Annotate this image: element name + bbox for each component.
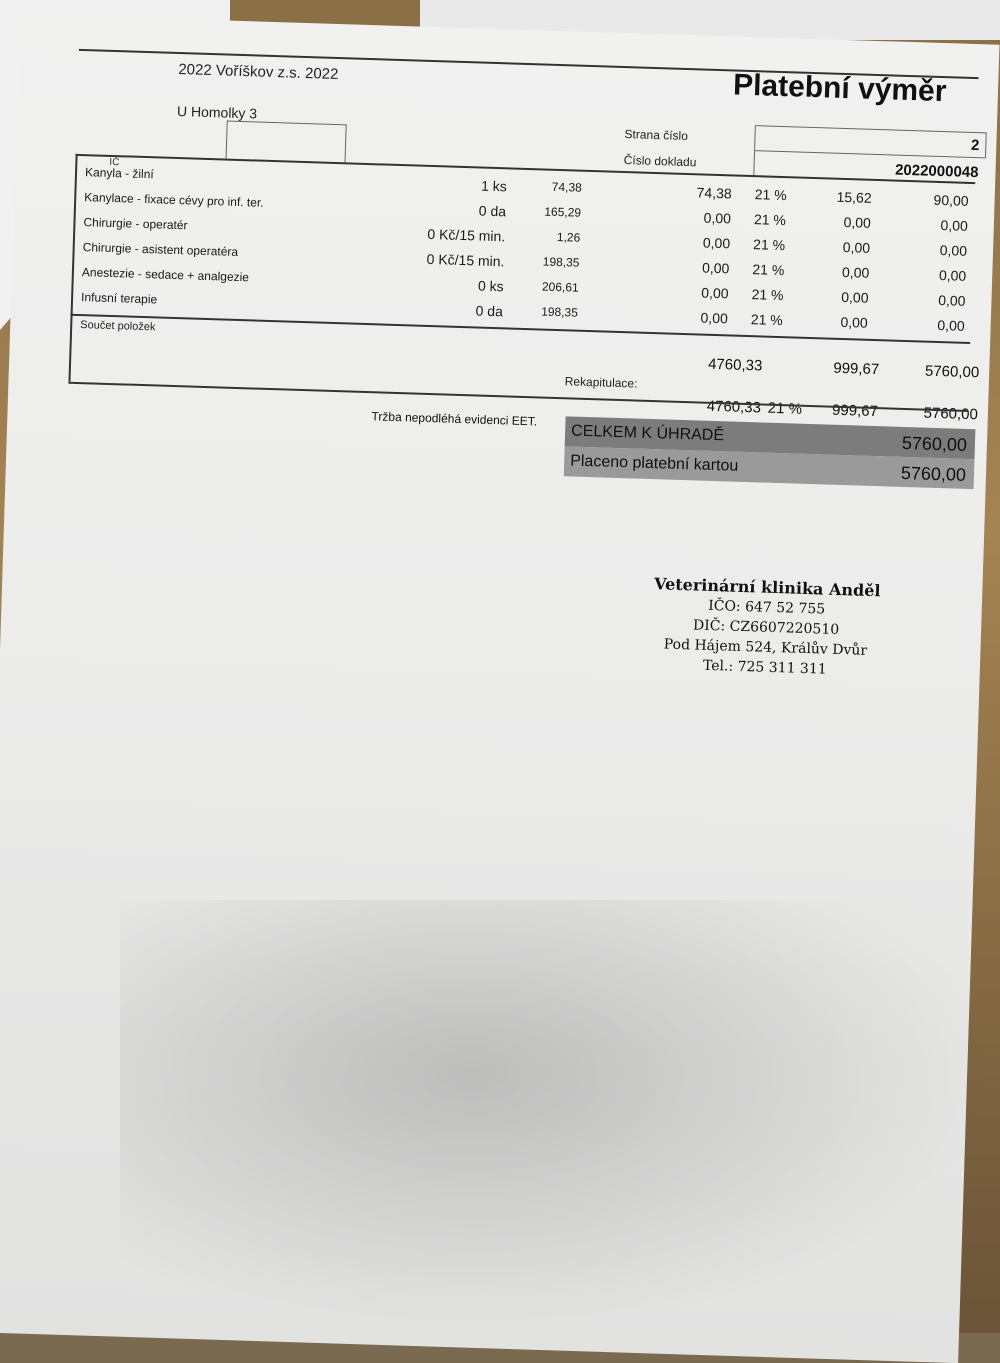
summary-tax: 999,67 (833, 359, 880, 379)
ic-label: IČ (109, 156, 120, 169)
item-name: Anestezie - sedace + analgezie (81, 265, 250, 285)
recap-bottom-rule (68, 382, 968, 412)
clinic-ico: IČO: 647 52 755 (707, 597, 826, 618)
item-name: Kanylace - fixace cévy pro inf. ter. (84, 190, 264, 210)
item-qty: 0 da (478, 202, 507, 220)
item-price: 198,35 (542, 254, 580, 270)
item-name: Chirurgie - asistent operatéra (82, 240, 239, 259)
item-qty: 0 Kč/15 min. (427, 225, 506, 245)
item-tax: 0,00 (841, 288, 869, 306)
customer-address: U Homolky 3 (176, 102, 258, 122)
item-base: 0,00 (700, 309, 729, 327)
item-base: 74,38 (696, 184, 732, 202)
document-number-value: 2022000048 (894, 161, 979, 182)
item-vat: 21 % (754, 186, 787, 204)
organization-name: 2022 Voříškov z.s. 2022 (178, 61, 339, 84)
recap-tax: 999,67 (831, 401, 879, 421)
item-tax: 15,62 (836, 188, 872, 206)
payment-box (564, 416, 976, 489)
document-title: Platební výměr (732, 68, 947, 109)
recap-vat: 21 % (767, 399, 803, 418)
item-total: 0,00 (940, 217, 969, 234)
card-payment-label: Placeno platební kartou (569, 452, 739, 475)
item-price: 165,29 (544, 204, 582, 220)
page-number-value: 2 (970, 136, 980, 155)
items-table (73, 162, 977, 340)
item-price: 198,35 (540, 304, 579, 320)
eet-note: Tržba nepodléhá evidenci EET. (371, 409, 538, 429)
summary-total: 5760,00 (924, 362, 980, 382)
item-name: Kanyla - žilní (84, 165, 154, 182)
item-name: Chirurgie - operatér (83, 215, 188, 233)
item-total: 0,00 (937, 291, 966, 309)
clinic-dic: DIČ: CZ6607220510 (692, 617, 840, 639)
clinic-address: Pod Hájem 524, Králův Dvůr (663, 636, 868, 659)
clinic-stamp (650, 574, 883, 681)
summary-label: Součet položek (80, 319, 156, 334)
item-qty: 1 ks (480, 177, 508, 195)
item-qty: 0 da (475, 302, 504, 320)
page-number-label: Strana číslo (624, 127, 689, 144)
document-number-label: Číslo dokladu (623, 153, 697, 170)
clinic-phone: Tel.: 725 311 311 (702, 657, 827, 678)
item-tax: 0,00 (841, 263, 870, 281)
item-total: 0,00 (937, 316, 965, 334)
item-vat: 21 % (752, 261, 785, 279)
item-vat: 21 % (753, 211, 787, 229)
total-due-value: 5760,00 (901, 432, 968, 455)
item-base: 0,00 (703, 209, 732, 227)
item-total: 90,00 (933, 191, 969, 209)
recap-total: 5760,00 (923, 404, 979, 424)
hand-shadow (120, 900, 1000, 1333)
summary-base: 4760,33 (707, 355, 763, 375)
item-base: 0,00 (701, 259, 730, 277)
item-tax: 0,00 (840, 313, 868, 331)
item-vat: 21 % (750, 311, 784, 329)
item-vat: 21 % (751, 286, 784, 304)
item-base: 0,00 (702, 234, 731, 252)
recap-base: 4760,33 (706, 397, 762, 417)
item-total: 0,00 (939, 242, 968, 259)
recap-label: Rekapitulace: (564, 374, 638, 391)
item-price: 206,61 (541, 279, 579, 295)
total-due-label: CELKEM K ÚHRADĚ (570, 422, 725, 445)
address-box (226, 121, 347, 164)
clinic-name: Veterinární klinika Anděl (653, 574, 881, 601)
item-base: 0,00 (701, 284, 729, 302)
item-vat: 21 % (752, 236, 786, 254)
item-qty: 0 Kč/15 min. (426, 250, 505, 270)
item-total: 0,00 (938, 266, 967, 284)
item-qty: 0 ks (477, 277, 504, 295)
item-tax: 0,00 (843, 213, 872, 231)
item-name: Infusní terapie (80, 290, 158, 307)
item-price: 1,26 (556, 229, 581, 245)
item-price: 74,38 (551, 179, 583, 195)
card-payment-value: 5760,00 (900, 462, 967, 485)
item-tax: 0,00 (842, 238, 871, 256)
